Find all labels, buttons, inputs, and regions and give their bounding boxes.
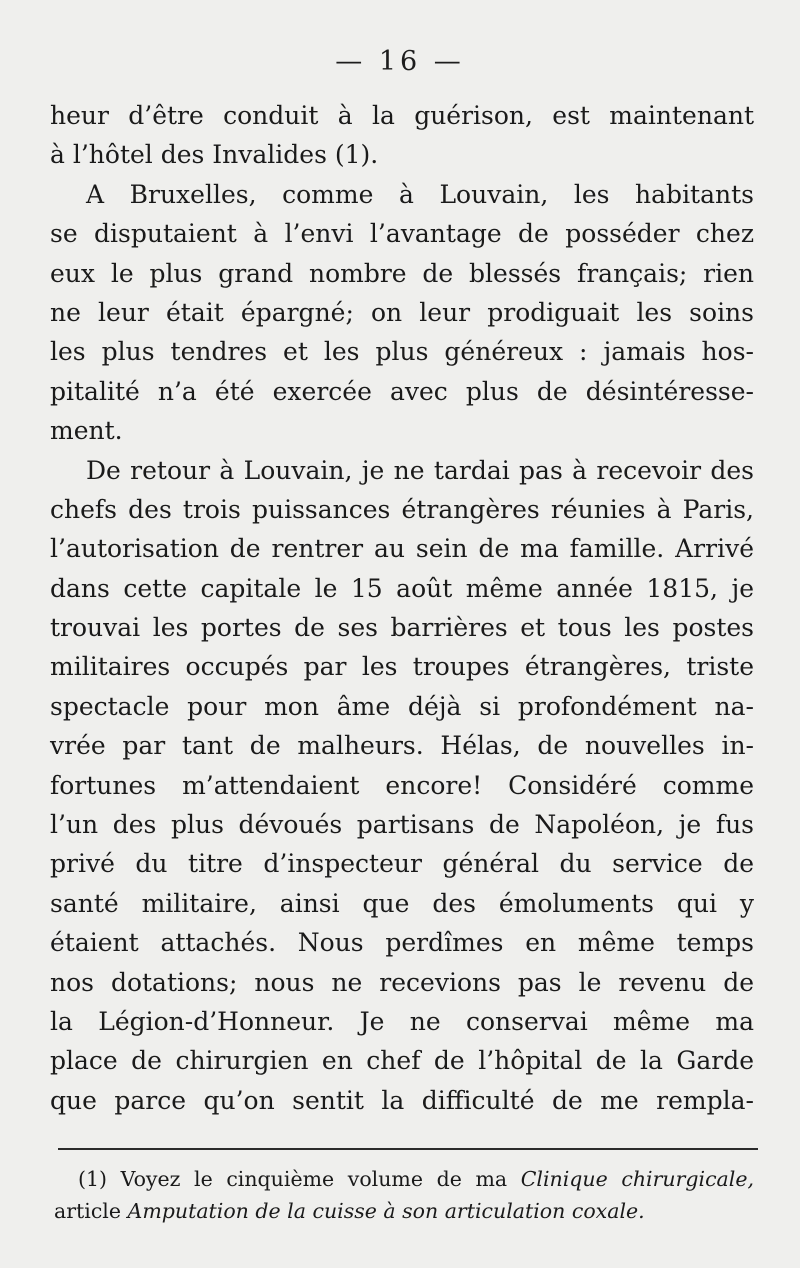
text-line: spectacle pour mon âme déjà si profondément na-: [50, 691, 754, 721]
text-line: militaires occupés par les troupes étrangères, triste: [50, 652, 754, 682]
footnote-italic-title: Clinique chirurgicale,: [520, 1167, 754, 1191]
text-line: l’un des plus dévoués partisans de Napoléon, je fus: [50, 810, 754, 840]
text-line: trouvai les portes de ses barrières et tous les postes: [50, 613, 754, 643]
text-line: les plus tendres et les plus généreux : jamais hos-: [50, 337, 754, 367]
footnote-text: article: [54, 1199, 128, 1223]
text-line: dans cette capitale le 15 août même année 1815, je: [50, 573, 754, 603]
footnote-text: (1) Voyez le cinquième volume de ma: [78, 1167, 521, 1191]
text-line: De retour à Louvain, je ne tardai pas à recevoir des: [86, 455, 754, 485]
text-line: étaient attachés. Nous perdîmes en même temps: [50, 928, 754, 958]
text-line: à l’hôtel des Invalides (1).: [50, 140, 379, 170]
text-line: se disputaient à l’envi l’avantage de posséder chez: [50, 219, 754, 249]
footnote: [54, 1163, 754, 1227]
footnote-line: [54, 1163, 754, 1195]
footnote-line: [54, 1195, 754, 1227]
text-line: eux le plus grand nombre de blessés français; rien: [50, 258, 754, 288]
text-line: place de chirurgien en chef de l’hôpital de la Garde: [50, 1046, 754, 1076]
body-text: [50, 96, 754, 1120]
text-line: chefs des trois puissances étrangères réunies à Paris,: [50, 494, 754, 524]
page-number: — 16 —: [335, 46, 465, 77]
text-line: privé du titre d’inspecteur général du service de: [50, 849, 754, 879]
text-line: nos dotations; nous ne recevions pas le revenu de: [50, 967, 754, 997]
text-line: santé militaire, ainsi que des émoluments qui y: [50, 888, 754, 918]
footnote-divider: [58, 1148, 758, 1150]
footnote-italic-article: Amputation de la cuisse à son articulation coxale.: [127, 1199, 645, 1223]
text-line: que parce qu’on sentit la difficulté de me rempla-: [50, 1085, 754, 1115]
text-line: pitalité n’a été exercée avec plus de désintéresse-: [50, 376, 754, 406]
text-line: ment.: [50, 416, 123, 446]
text-line: l’autorisation de rentrer au sein de ma famille. Arrivé: [50, 534, 754, 564]
text-line: A Bruxelles, comme à Louvain, les habitants: [86, 179, 754, 209]
text-line: la Légion-d’Honneur. Je ne conservai même ma: [50, 1006, 754, 1036]
text-line: fortunes m’attendaient encore! Considéré comme: [50, 770, 754, 800]
text-line: heur d’être conduit à la guérison, est maintenant: [50, 101, 754, 130]
text-line: ne leur était épargné; on leur prodiguait les soins: [50, 297, 754, 327]
text-line: vrée par tant de malheurs. Hélas, de nouvelles in-: [50, 731, 754, 761]
